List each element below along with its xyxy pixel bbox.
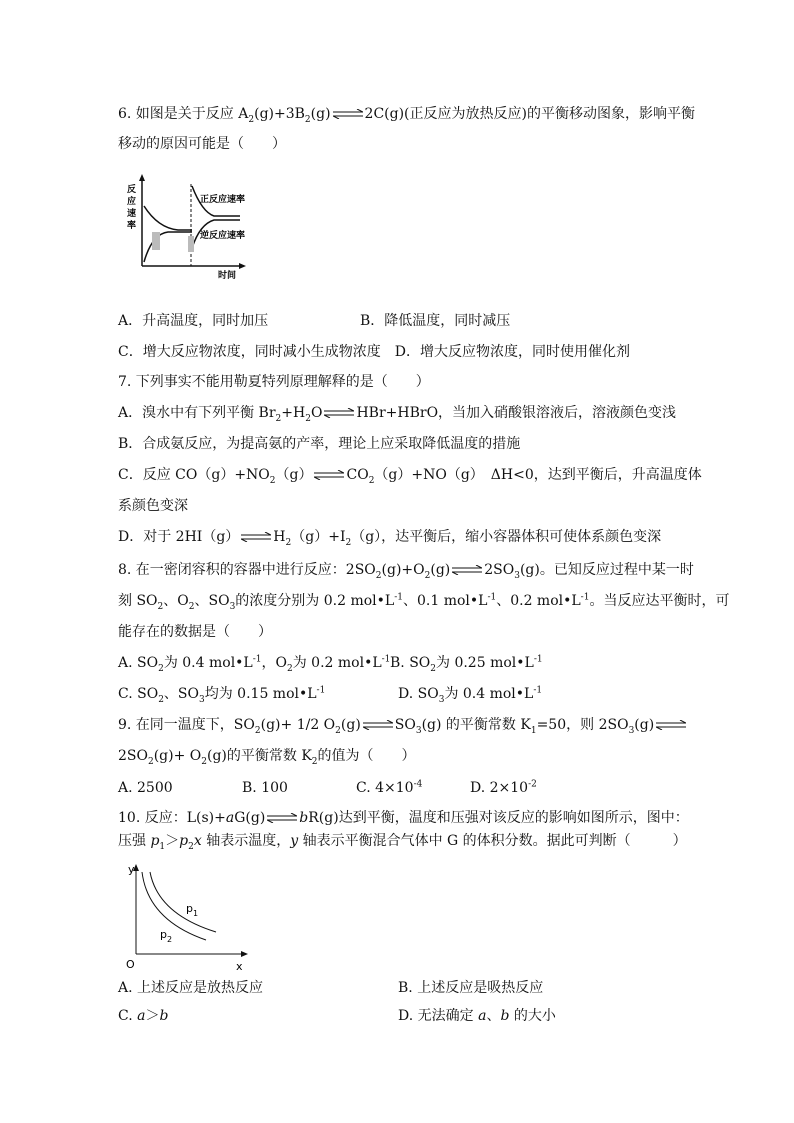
- equilibrium-arrow-icon: [363, 720, 393, 730]
- q8-option-d: D. $SO_3$为 0.4 $mol•L^{-1}$: [398, 685, 543, 705]
- q6-stem-line1: 6. 如图是关于反应 $A_2(g)+3B_2(g)$ 2C(g)(正反应为放热反应)的平衡移动图象，影响平衡: [118, 106, 695, 125]
- q9-option-c: C. $4\times 10^{-4}$: [356, 779, 423, 796]
- time-axis-label: 时间: [218, 271, 237, 281]
- graph-ylabel-1: 反: [127, 185, 137, 195]
- q6-stem-line2: 移动的原因可能是（ ）: [118, 136, 286, 152]
- q10-stem-line1: 10. 反应：L(s)+aG(g) bR(g)达到平衡，温度和压强对该反应的影响如图所示，图中：: [118, 810, 689, 826]
- equilibrium-arrow-icon: [267, 813, 297, 823]
- q7-option-d: D．对于 2HI（g） $H_2(g)+I_2(g)$，达平衡后，缩小容器体积可使体系颜色变深: [118, 529, 662, 548]
- graph-ylabel-2: 应: [127, 197, 137, 207]
- q7-stem: 7. 下列事实不能用勒夏特列原理解释的是（ ）: [118, 374, 430, 390]
- curve-p2-label: $p_2$: [160, 928, 173, 944]
- q9-stem-line2: $2SO_2(g)+ O_2(g)$的平衡常数 $K_2$的值为（ ）: [118, 748, 416, 767]
- graph-ylabel-4: 率: [127, 221, 137, 231]
- q6-option-b: B．降低温度，同时减压: [360, 313, 511, 329]
- q8-option-a: A. $SO_2$为 0.4 $mol•L^{-1}$，$O_2$为 0.2 $mol•L^{-1}$: [118, 654, 391, 674]
- equilibrium-arrow-icon: [241, 532, 271, 542]
- graph-origin-label: O: [126, 958, 135, 971]
- q9-option-d: D. $2\times 10^{-2}$: [470, 779, 537, 796]
- q10-option-a: A. 上述反应是放热反应: [118, 980, 264, 996]
- q9-option-a: A. 2500: [118, 780, 173, 796]
- q8-stem-line3: 能存在的数据是（ ）: [118, 624, 272, 640]
- q9-stem-line1: 9. 在同一温度下，$SO_2(g)+ 1/2$ $O_2(g)$ $SO_3(g)$ 的平衡常数 $K_1=50$，则 $2SO_3(g)$: [118, 715, 688, 735]
- q9-option-b: B. 100: [242, 780, 288, 796]
- pressure-temperature-graph: [118, 856, 258, 974]
- q8-option-b: B. $SO_2$为 0.25 $mol•L^{-1}$: [390, 654, 543, 674]
- q10-option-b: B. 上述反应是吸热反应: [398, 980, 544, 996]
- q8-stem-line2: 刻 $SO_2$、$O_2$、$SO_3$的浓度分别为 0.2 $mol•L^{-1}$、0.1 $mol•L^{-1}$、0.2 $mol•L^{-1}$。当反应达平衡时，可: [118, 592, 730, 612]
- q6-option-a: A．升高温度，同时加压: [118, 313, 269, 329]
- graph-ylabel-3: 速: [127, 209, 137, 219]
- q10-stem-line2: 压强 $p_1>p_2x$ 轴表示温度，y 轴表示平衡混合气体中 G 的体积分数。据此可判断（ ）: [118, 833, 687, 852]
- graph-y-label: y: [128, 863, 135, 876]
- equilibrium-arrow-icon: [656, 720, 686, 730]
- rate-time-graph: [118, 166, 270, 290]
- equilibrium-arrow-icon: [333, 109, 363, 119]
- forward-rate-label: 正反应速率: [200, 195, 246, 205]
- q10-option-c: C. a＞b: [118, 1008, 169, 1024]
- q7-option-b: B．合成氨反应，为提高氨的产率，理论上应采取降低温度的措施: [118, 436, 521, 452]
- q7-option-c-line2: 系颜色变深: [118, 498, 188, 514]
- graph-x-label: x: [236, 960, 243, 973]
- q7-option-c: C．反应 $CO(g)+NO_2(g)$ $CO_2(g)+NO(g)$ ΔH<0，达到平衡后，升高温度体: [118, 467, 702, 486]
- equilibrium-arrow-icon: [314, 470, 344, 480]
- q8-option-c: C. $SO_2$、$SO_3$均为 0.15 $mol•L^{-1}$: [118, 685, 326, 705]
- curve-p1-label: $p_1$: [186, 902, 199, 918]
- q6-option-d: D．增大反应物浓度，同时使用催化剂: [394, 344, 630, 360]
- reverse-rate-label: 逆反应速率: [200, 231, 246, 241]
- q10-option-d: D. 无法确定 a、b 的大小: [398, 1008, 556, 1024]
- equilibrium-arrow-icon: [452, 565, 482, 575]
- q7-option-a: A．溴水中有下列平衡 $Br_2+H_2O$ HBr+HBrO，当加入硝酸银溶液后，溶液颜色变浅: [118, 405, 677, 424]
- q8-stem-line1: 8. 在一密闭容积的容器中进行反应：$2SO_2(g)+O_2(g)$ $2SO_3(g)$。已知反应过程中某一时: [118, 562, 694, 581]
- q6-option-c: C．增大反应物浓度，同时减小生成物浓度 D．增大反应物浓度，同时使用催化剂: [118, 344, 630, 360]
- equilibrium-arrow-icon: [324, 408, 354, 418]
